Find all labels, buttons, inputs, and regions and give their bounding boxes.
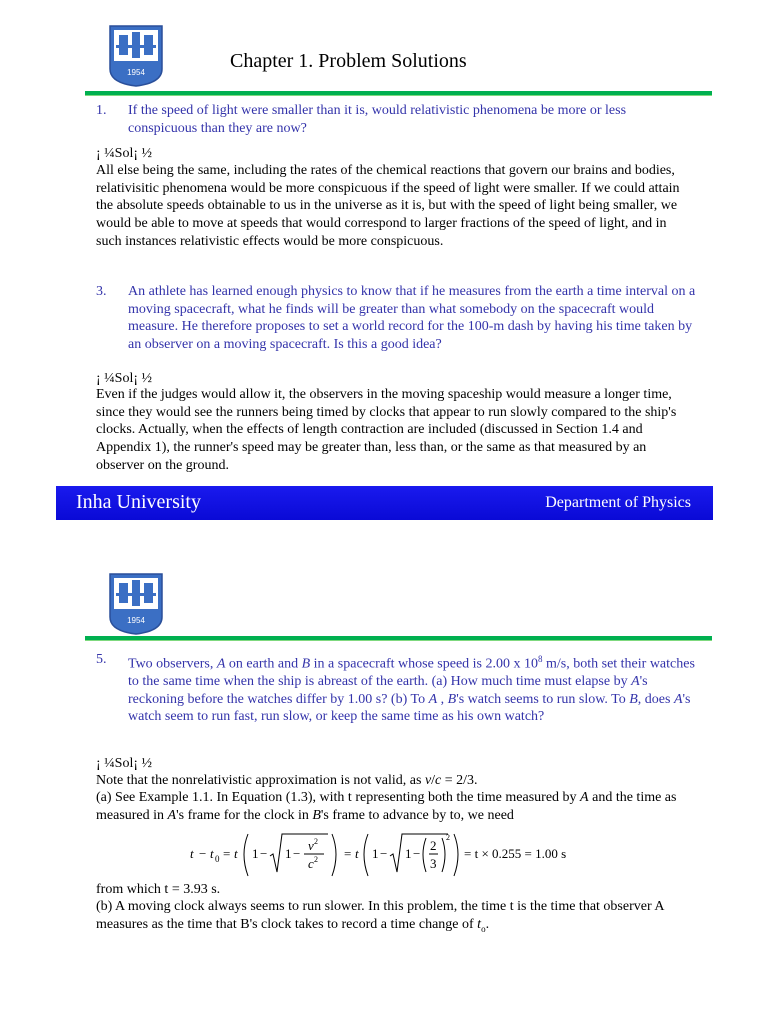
question-text: If the speed of light were smaller than it is, would relativistic phenomena be more or less conspicuous than they are now? xyxy=(128,103,627,136)
svg-text:2: 2 xyxy=(446,833,450,842)
svg-text:t: t xyxy=(190,846,194,861)
footer-department: Department of Physics xyxy=(545,494,691,511)
svg-text:2: 2 xyxy=(314,855,318,864)
solution-3-text: Even if the judges would allow it, the observers in the moving spaceship would measure a longer time, since they would see the runners being timed by clocks that appear to run slowly compared to the ship's clocks. Actually, when the effects of length contraction are included (discussed in Section 1.4 and Appendix 1), the runner's speed may be greater than, less than, or the same as that measured by an observer on the ground. xyxy=(96,387,677,473)
svg-text:−: − xyxy=(380,846,388,861)
svg-text:c: c xyxy=(308,856,314,871)
page-footer xyxy=(56,486,713,520)
svg-text:−: − xyxy=(260,846,268,861)
question-text: An athlete has learned enough physics to know that if he measures from the earth a time interval on a moving spacecraft, what he finds will be greater than what somebody on the spacecraft would measure. He therefore proposes to set a world record for the 100-m dash by having his time taken by an observer on a moving spacecraft. Is this a good idea? xyxy=(128,284,696,352)
header-rule xyxy=(85,91,712,96)
question-5 xyxy=(96,651,696,726)
question-text: Two observers, A on earth and B in a spacecraft whose speed is 2.00 x $10^8$ m/s, both set their watches to the same time when the ship is abreast of the earth. (a) How much time must elapse by A's reckoning before the watches differ by 1.00 s? (b) To A , B's watch seems to run slow. To B, does A's watch seem to run fast, run slow, or keep the same time as his own watch? xyxy=(128,654,695,725)
question-1 xyxy=(96,102,696,137)
university-logo xyxy=(107,571,165,635)
nonrelativistic-note: Note that the nonrelativistic approximation is not valid, as v/c = 2/3. xyxy=(96,773,478,788)
solution-label: ¡ ¼Sol¡ ½ xyxy=(96,371,152,386)
question-number: 3. xyxy=(96,284,107,299)
svg-text:v: v xyxy=(308,838,314,853)
question-number: 5. xyxy=(96,652,107,667)
svg-text:=: = xyxy=(344,846,352,861)
svg-text:=: = xyxy=(223,846,231,861)
chapter-title: Chapter 1. Problem Solutions xyxy=(230,50,467,72)
svg-text:2: 2 xyxy=(430,838,437,853)
svg-text:t: t xyxy=(234,846,238,861)
svg-text:−: − xyxy=(293,846,301,861)
svg-text:0: 0 xyxy=(215,854,220,864)
svg-text:t: t xyxy=(210,846,214,861)
solution-label: ¡ ¼Sol¡ ½ xyxy=(96,146,152,161)
svg-text:1: 1 xyxy=(285,846,292,861)
time-dilation-equation xyxy=(190,826,580,882)
logo-year: 1954 xyxy=(127,616,145,625)
svg-text:2: 2 xyxy=(314,837,318,846)
footer-university: Inha University xyxy=(76,491,201,513)
equation-result: = t × 0.255 = 1.00 s xyxy=(464,846,567,861)
question-3 xyxy=(96,283,696,353)
svg-text:−: − xyxy=(413,846,421,861)
question-number: 1. xyxy=(96,103,107,118)
svg-text:1: 1 xyxy=(405,846,412,861)
logo-year: 1954 xyxy=(127,68,145,77)
svg-text:t: t xyxy=(355,846,359,861)
svg-text:3: 3 xyxy=(430,856,437,871)
solution-1-text: All else being the same, including the rates of the chemical reactions that govern our brains and bodies, relativisitic phenomena would be more conspicuous if the speed of light were smaller. If we could attain the absolute speeds obtainable to us in the universe as it is, but with the speed of light being smaller, we would be able to move at speeds that would correspond to larger fractions of the speed of light, and in such instances relativistic effects would be more conspicuous. xyxy=(96,163,680,249)
university-logo xyxy=(107,23,165,87)
part-a-text: (a) See Example 1.1. In Equation (1.3), with t representing both the time measured by A and the time as measured in A's frame for the clock in B's frame to advance by to, we need xyxy=(96,790,677,823)
svg-text:−: − xyxy=(199,846,207,861)
solution-label: ¡ ¼Sol¡ ½ xyxy=(96,756,152,771)
result-text: from which t = 3.93 s. xyxy=(96,882,221,897)
svg-text:1: 1 xyxy=(252,846,259,861)
svg-text:1: 1 xyxy=(372,846,379,861)
part-b-text: (b) A moving clock always seems to run slower. In this problem, the time t is the time that observer A measures as the time that B's clock takes to record a time change of $t_o$. xyxy=(96,899,664,934)
header-rule xyxy=(85,636,712,641)
